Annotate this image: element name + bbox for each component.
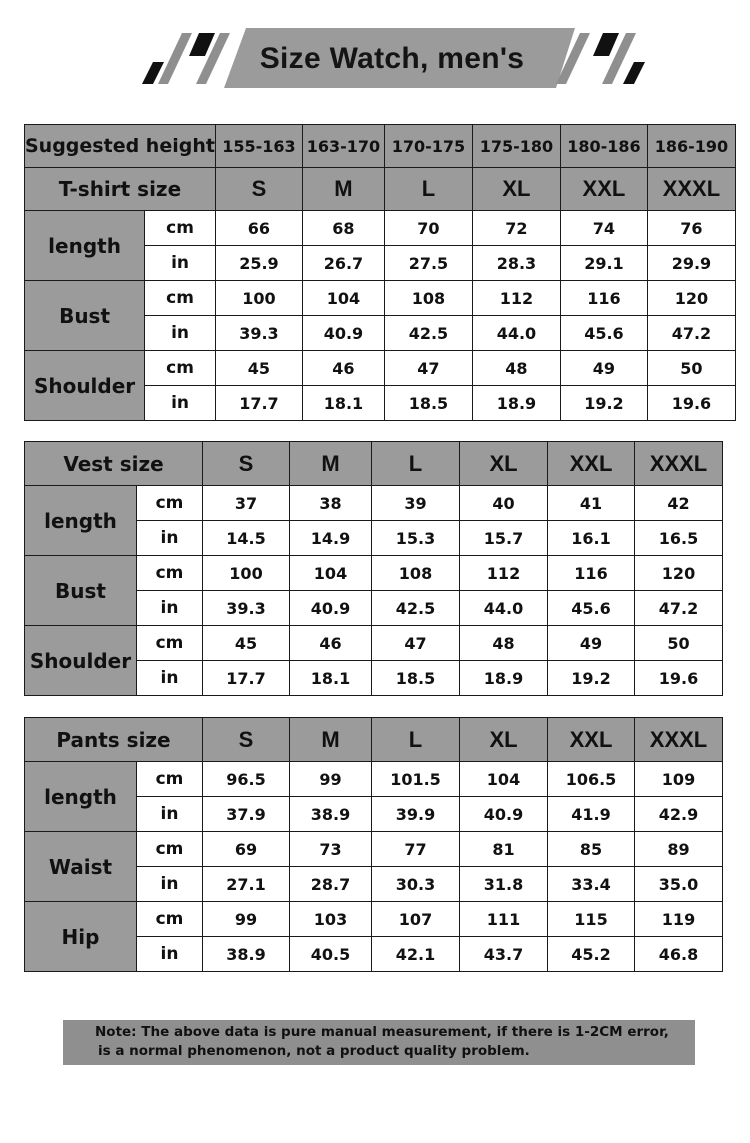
- value-cell: 85: [548, 832, 635, 867]
- value-cell: 120: [647, 281, 735, 316]
- unit-cell: in: [137, 521, 203, 556]
- value-cell: 44.0: [472, 316, 560, 351]
- value-cell: 81: [460, 832, 548, 867]
- title-banner: [0, 0, 750, 100]
- value-cell: 38.9: [290, 797, 372, 832]
- unit-cell: in: [145, 246, 216, 281]
- value-cell: 18.9: [460, 661, 548, 696]
- unit-cell: in: [145, 316, 216, 351]
- value-cell: 40: [460, 486, 548, 521]
- value-cell: 38: [290, 486, 372, 521]
- height-row: [25, 125, 736, 168]
- value-cell: 100: [215, 281, 302, 316]
- value-cell: 103: [290, 902, 372, 937]
- measurement-label: length: [25, 211, 145, 281]
- value-cell: 30.3: [372, 867, 460, 902]
- value-cell: 69: [203, 832, 290, 867]
- measurement-row: [25, 351, 736, 386]
- size-row: [25, 718, 723, 762]
- value-cell: 42.9: [635, 797, 723, 832]
- value-cell: 111: [460, 902, 548, 937]
- measurement-row: [25, 762, 723, 797]
- size-cell: S: [203, 718, 290, 762]
- value-cell: 19.2: [560, 386, 647, 421]
- size-cell: S: [215, 168, 302, 211]
- value-cell: 40.5: [290, 937, 372, 972]
- value-cell: 46: [302, 351, 384, 386]
- value-cell: 45.2: [548, 937, 635, 972]
- value-cell: 15.3: [372, 521, 460, 556]
- value-cell: 31.8: [460, 867, 548, 902]
- value-cell: 104: [460, 762, 548, 797]
- measurement-label: Hip: [25, 902, 137, 972]
- value-cell: 41.9: [548, 797, 635, 832]
- value-cell: 42.1: [372, 937, 460, 972]
- pants-size-table: [24, 717, 723, 972]
- value-cell: 42.5: [372, 591, 460, 626]
- unit-cell: cm: [137, 626, 203, 661]
- value-cell: 19.6: [647, 386, 735, 421]
- size-cell: XXXL: [635, 718, 723, 762]
- height-cell: 170-175: [384, 125, 472, 168]
- value-cell: 37.9: [203, 797, 290, 832]
- value-cell: 119: [635, 902, 723, 937]
- size-cell: XXL: [548, 442, 635, 486]
- height-cell: 186-190: [647, 125, 735, 168]
- value-cell: 116: [548, 556, 635, 591]
- value-cell: 17.7: [203, 661, 290, 696]
- measurement-label: Waist: [25, 832, 137, 902]
- size-cell: L: [384, 168, 472, 211]
- size-cell: XXXL: [647, 168, 735, 211]
- unit-cell: cm: [137, 762, 203, 797]
- value-cell: 18.9: [472, 386, 560, 421]
- value-cell: 45: [215, 351, 302, 386]
- value-cell: 39.9: [372, 797, 460, 832]
- value-cell: 68: [302, 211, 384, 246]
- size-cell: XL: [460, 442, 548, 486]
- size-cell: XXL: [548, 718, 635, 762]
- value-cell: 15.7: [460, 521, 548, 556]
- value-cell: 19.6: [635, 661, 723, 696]
- value-cell: 42.5: [384, 316, 472, 351]
- value-cell: 108: [372, 556, 460, 591]
- value-cell: 29.9: [647, 246, 735, 281]
- value-cell: 66: [215, 211, 302, 246]
- value-cell: 39.3: [215, 316, 302, 351]
- value-cell: 37: [203, 486, 290, 521]
- value-cell: 27.1: [203, 867, 290, 902]
- measurement-row: [25, 902, 723, 937]
- height-cell: 175-180: [472, 125, 560, 168]
- measurement-row: [25, 556, 723, 591]
- value-cell: 25.9: [215, 246, 302, 281]
- size-cell: L: [372, 442, 460, 486]
- value-cell: 17.7: [215, 386, 302, 421]
- value-cell: 108: [384, 281, 472, 316]
- size-cell: XL: [472, 168, 560, 211]
- value-cell: 45.6: [560, 316, 647, 351]
- value-cell: 49: [548, 626, 635, 661]
- value-cell: 45: [203, 626, 290, 661]
- value-cell: 18.1: [302, 386, 384, 421]
- measurement-note: [63, 1020, 695, 1065]
- value-cell: 115: [548, 902, 635, 937]
- value-cell: 77: [372, 832, 460, 867]
- unit-cell: in: [145, 386, 216, 421]
- value-cell: 16.5: [635, 521, 723, 556]
- size-cell: M: [302, 168, 384, 211]
- unit-cell: cm: [137, 556, 203, 591]
- size-cell: XXL: [560, 168, 647, 211]
- value-cell: 14.9: [290, 521, 372, 556]
- value-cell: 40.9: [290, 591, 372, 626]
- unit-cell: cm: [145, 281, 216, 316]
- size-label: Vest size: [25, 442, 203, 486]
- measurement-row: [25, 281, 736, 316]
- measurement-label: Shoulder: [25, 626, 137, 696]
- value-cell: 104: [302, 281, 384, 316]
- tshirt-size-table: [24, 124, 736, 421]
- value-cell: 38.9: [203, 937, 290, 972]
- value-cell: 50: [647, 351, 735, 386]
- page-title: Size Watch, men's: [259, 42, 525, 75]
- value-cell: 18.5: [384, 386, 472, 421]
- unit-cell: in: [137, 867, 203, 902]
- size-cell: L: [372, 718, 460, 762]
- unit-cell: in: [137, 591, 203, 626]
- value-cell: 101.5: [372, 762, 460, 797]
- measurement-label: Bust: [25, 281, 145, 351]
- value-cell: 48: [472, 351, 560, 386]
- value-cell: 70: [384, 211, 472, 246]
- height-cell: 180-186: [560, 125, 647, 168]
- value-cell: 47.2: [635, 591, 723, 626]
- value-cell: 44.0: [460, 591, 548, 626]
- unit-cell: cm: [137, 486, 203, 521]
- value-cell: 112: [460, 556, 548, 591]
- measurement-row: [25, 486, 723, 521]
- value-cell: 116: [560, 281, 647, 316]
- value-cell: 43.7: [460, 937, 548, 972]
- unit-cell: cm: [145, 211, 216, 246]
- value-cell: 42: [635, 486, 723, 521]
- value-cell: 47: [384, 351, 472, 386]
- measurement-label: length: [25, 486, 137, 556]
- value-cell: 76: [647, 211, 735, 246]
- size-label: Pants size: [25, 718, 203, 762]
- measurement-row: [25, 211, 736, 246]
- measurement-row: [25, 832, 723, 867]
- size-cell: XXXL: [635, 442, 723, 486]
- value-cell: 50: [635, 626, 723, 661]
- value-cell: 14.5: [203, 521, 290, 556]
- value-cell: 74: [560, 211, 647, 246]
- vest-size-table: [24, 441, 723, 696]
- value-cell: 27.5: [384, 246, 472, 281]
- unit-cell: in: [137, 937, 203, 972]
- value-cell: 26.7: [302, 246, 384, 281]
- value-cell: 45.6: [548, 591, 635, 626]
- value-cell: 46: [290, 626, 372, 661]
- measurement-row: [25, 626, 723, 661]
- value-cell: 109: [635, 762, 723, 797]
- value-cell: 120: [635, 556, 723, 591]
- measurement-label: length: [25, 762, 137, 832]
- value-cell: 48: [460, 626, 548, 661]
- value-cell: 19.2: [548, 661, 635, 696]
- size-cell: S: [203, 442, 290, 486]
- note-line-1: Note: The above data is pure manual measurement, if there is 1-2CM error,: [95, 1024, 669, 1040]
- size-row: [25, 442, 723, 486]
- value-cell: 100: [203, 556, 290, 591]
- value-cell: 28.7: [290, 867, 372, 902]
- unit-cell: in: [137, 661, 203, 696]
- value-cell: 112: [472, 281, 560, 316]
- unit-cell: cm: [145, 351, 216, 386]
- size-cell: M: [290, 718, 372, 762]
- value-cell: 40.9: [302, 316, 384, 351]
- value-cell: 29.1: [560, 246, 647, 281]
- unit-cell: cm: [137, 902, 203, 937]
- value-cell: 107: [372, 902, 460, 937]
- size-cell: XL: [460, 718, 548, 762]
- value-cell: 18.1: [290, 661, 372, 696]
- measurement-label: Bust: [25, 556, 137, 626]
- size-label: T-shirt size: [25, 168, 216, 211]
- value-cell: 99: [290, 762, 372, 797]
- measurement-label: Shoulder: [25, 351, 145, 421]
- value-cell: 73: [290, 832, 372, 867]
- unit-cell: cm: [137, 832, 203, 867]
- value-cell: 39: [372, 486, 460, 521]
- unit-cell: in: [137, 797, 203, 832]
- value-cell: 41: [548, 486, 635, 521]
- height-label: Suggested height: [25, 125, 216, 168]
- value-cell: 49: [560, 351, 647, 386]
- size-row: [25, 168, 736, 211]
- value-cell: 28.3: [472, 246, 560, 281]
- value-cell: 99: [203, 902, 290, 937]
- value-cell: 72: [472, 211, 560, 246]
- value-cell: 89: [635, 832, 723, 867]
- value-cell: 104: [290, 556, 372, 591]
- value-cell: 46.8: [635, 937, 723, 972]
- note-line-2: is a normal phenomenon, not a product quality problem.: [98, 1043, 530, 1059]
- height-cell: 155-163: [215, 125, 302, 168]
- value-cell: 35.0: [635, 867, 723, 902]
- value-cell: 47.2: [647, 316, 735, 351]
- value-cell: 106.5: [548, 762, 635, 797]
- height-cell: 163-170: [302, 125, 384, 168]
- value-cell: 39.3: [203, 591, 290, 626]
- size-cell: M: [290, 442, 372, 486]
- value-cell: 47: [372, 626, 460, 661]
- value-cell: 18.5: [372, 661, 460, 696]
- value-cell: 40.9: [460, 797, 548, 832]
- value-cell: 96.5: [203, 762, 290, 797]
- value-cell: 33.4: [548, 867, 635, 902]
- value-cell: 16.1: [548, 521, 635, 556]
